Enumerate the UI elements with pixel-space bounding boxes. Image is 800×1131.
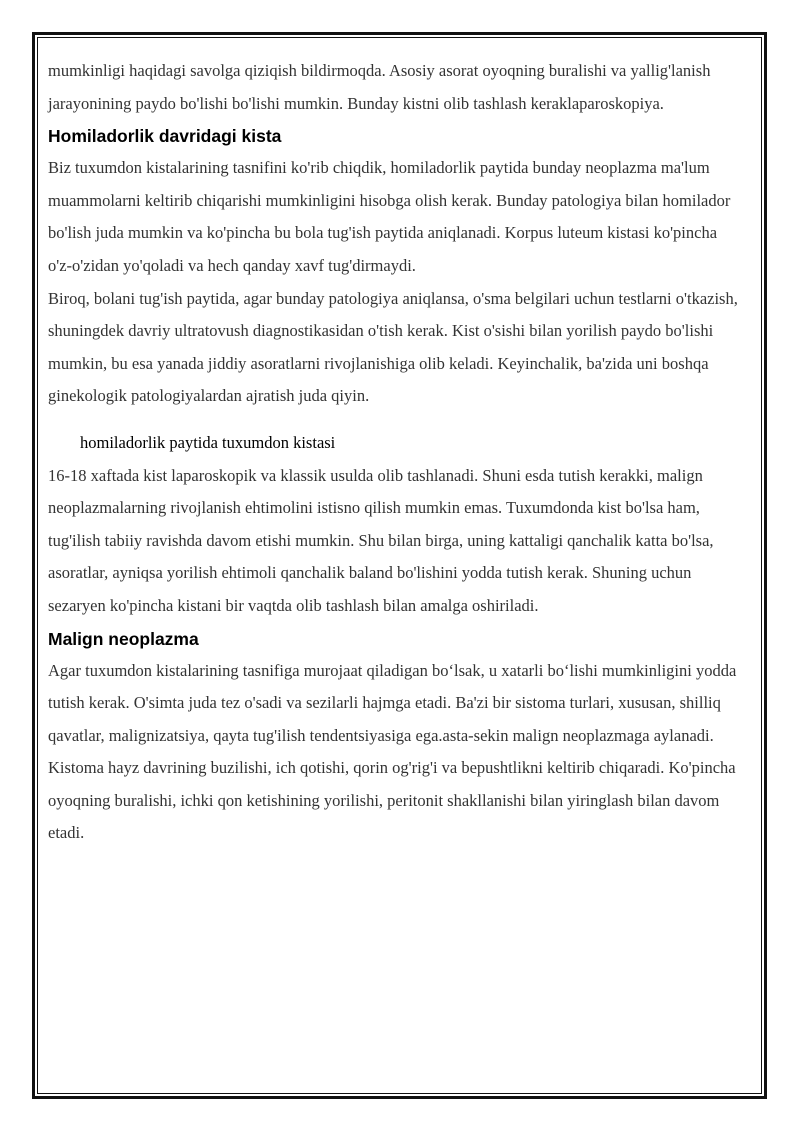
document-body xyxy=(48,55,738,850)
image-caption: homiladorlik paytida tuxumdon kistasi xyxy=(80,432,336,452)
heading-pregnancy-cyst: Homiladorlik davridagi kista xyxy=(48,126,282,147)
heading-malignant: Malign neoplazma xyxy=(48,628,199,649)
paragraph-pregnancy-1: Biz tuxumdon kistalarining tasnifini ko'rib chiqdik, homiladorlik paytida bunday neoplazma ma'lum muammolarni keltirib chiqarishi mumkinligini hisobga olish kerak. Bunday patologiya bilan homilador bo'lish juda mumkin va ko'pincha bu bola tug'ish paytida aniqlanadi. Korpus luteum kistasi ko'pincha o'z-o'zidan yo'qoladi va hech qanday xavf tug'dirmaydi. xyxy=(48,158,731,275)
paragraph-intro: mumkinligi haqidagi savolga qiziqish bildirmoqda. Asosiy asorat oyoqning buralishi va yallig'lanish jarayonining paydo bo'lishi bo'lishi mumkin. Bunday kistni olib tashlash keraklaparoskopiya. xyxy=(48,61,711,113)
paragraph-pregnancy-2: Biroq, bolani tug'ish paytida, agar bunday patologiya aniqlansa, o'sma belgilari uchun testlarni o'tkazish, shuningdek davriy ultratovush diagnostikasidan o'tish kerak. Kist o'sishi bilan yorilish paydo bo'lishi mumkin, bu esa yanada jiddiy asoratlarni rivojlanishiga olib keladi. Keyinchalik, ba'zida uni boshqa ginekologik patologiyalardan ajratish juda qiyin. xyxy=(48,288,738,406)
paragraph-malignant-2: Kistoma hayz davrining buzilishi, ich qotishi, qorin og'rig'i va bepushtlikni keltirib chiqaradi. Ko'pincha oyoqning buralishi, ichki qon ketishining yorilishi, peritonit shakllanishi bilan yiringlash bilan davom etadi. xyxy=(48,758,736,843)
paragraph-malignant-1: Agar tuxumdon kistalarining tasnifiga murojaat qiladigan bo‘lsak, u xatarli bo‘lishi mumkinligini yodda tutish kerak. O'simta juda tez o'sadi va sezilarli hajmga etadi. Ba'zi bir sistoma turlari, xususan, shilliq qavatlar, malignizatsiya, qayta tug'ilish tendentsiyasiga ega.asta-sekin malign neoplazmaga aylanadi. xyxy=(48,660,737,745)
paragraph-surgery: 16-18 xaftada kist laparoskopik va klassik usulda olib tashlanadi. Shuni esda tutish kerakki, malign neoplazmalarning rivojlanish ehtimolini istisno qilish mumkin emas. Tuxumdonda kist bo'lsa ham, tug'ilish tabiiy ravishda davom etishi mumkin. Shu bilan birga, uning kattaligi qanchalik katta bo'lsa, asoratlar, ayniqsa yorilish ehtimoli qanchalik baland bo'lishini yodda tutish kerak. Shuning uchun sezaryen ko'pincha kistani bir vaqtda olib tashlash bilan amalga oshiriladi. xyxy=(48,465,714,615)
